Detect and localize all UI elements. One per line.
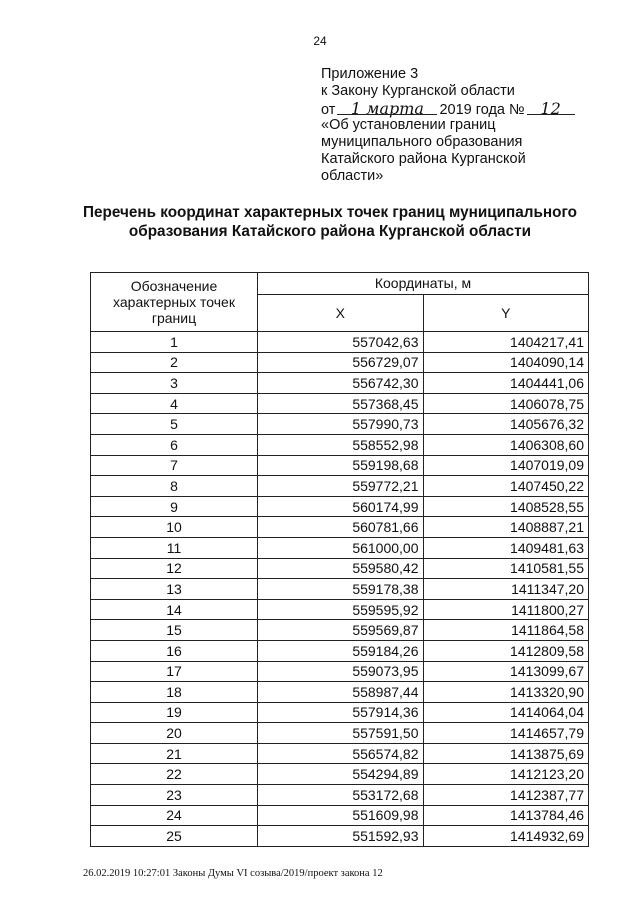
cell-x: 557042,63 [258, 332, 424, 353]
table-row [91, 764, 589, 785]
header-coordinates: Координаты, м [258, 273, 589, 295]
cell-x: 557591,50 [258, 723, 424, 744]
cell-point-number: 19 [91, 702, 258, 723]
table-row [91, 352, 589, 373]
table-row [91, 373, 589, 394]
cell-x: 557914,36 [258, 702, 424, 723]
cell-point-number: 2 [91, 352, 258, 373]
table-row [91, 517, 589, 538]
appendix-date-line [321, 100, 621, 117]
cell-point-number: 9 [91, 496, 258, 517]
cell-x: 559073,95 [258, 661, 424, 682]
cell-y: 1410581,55 [423, 558, 589, 579]
cell-point-number: 17 [91, 661, 258, 682]
table-row [91, 620, 589, 641]
table-row [91, 579, 589, 600]
cell-x: 559580,42 [258, 558, 424, 579]
handwritten-date: 1 марта [339, 100, 435, 117]
appendix-line-7: области» [321, 168, 384, 184]
cell-x: 556729,07 [258, 352, 424, 373]
cell-x: 559595,92 [258, 599, 424, 620]
cell-point-number: 3 [91, 373, 258, 394]
appendix-line-2: к Закону Курганской области [321, 83, 515, 99]
table-row [91, 805, 589, 826]
page-number: 24 [313, 34, 327, 48]
table-row [91, 496, 589, 517]
cell-point-number: 11 [91, 537, 258, 558]
table-row [91, 455, 589, 476]
cell-y: 1414657,79 [423, 723, 589, 744]
table-row [91, 599, 589, 620]
cell-y: 1413784,46 [423, 805, 589, 826]
table-row [91, 743, 589, 764]
cell-x: 557990,73 [258, 414, 424, 435]
cell-y: 1404441,06 [423, 373, 589, 394]
cell-y: 1412809,58 [423, 640, 589, 661]
header-y: Y [423, 294, 589, 331]
table-row [91, 826, 589, 847]
cell-x: 559772,21 [258, 476, 424, 497]
cell-x: 560174,99 [258, 496, 424, 517]
cell-y: 1413875,69 [423, 743, 589, 764]
cell-x: 551609,98 [258, 805, 424, 826]
document-title-line-1: Перечень координат характерных точек границ муниципального [83, 204, 577, 221]
table-row [91, 332, 589, 353]
cell-x: 551592,93 [258, 826, 424, 847]
table-row [91, 393, 589, 414]
appendix-line-1: Приложение 3 [321, 66, 419, 82]
date-suffix: 2019 года № [439, 102, 525, 118]
cell-x: 559198,68 [258, 455, 424, 476]
date-prefix: от [321, 102, 336, 118]
cell-y: 1411864,58 [423, 620, 589, 641]
cell-y: 1408887,21 [423, 517, 589, 538]
cell-x: 559178,38 [258, 579, 424, 600]
cell-point-number: 7 [91, 455, 258, 476]
cell-point-number: 22 [91, 764, 258, 785]
cell-point-number: 25 [91, 826, 258, 847]
cell-x: 556574,82 [258, 743, 424, 764]
cell-y: 1404090,14 [423, 352, 589, 373]
cell-y: 1411800,27 [423, 599, 589, 620]
cell-y: 1407019,09 [423, 455, 589, 476]
cell-point-number: 14 [91, 599, 258, 620]
table-row [91, 476, 589, 497]
document-title-line-2: образования Катайского района Курганской области [128, 223, 532, 240]
header-x: X [258, 294, 424, 331]
cell-point-number: 10 [91, 517, 258, 538]
cell-point-number: 15 [91, 620, 258, 641]
cell-point-number: 1 [91, 332, 258, 353]
cell-x: 561000,00 [258, 537, 424, 558]
cell-x: 558552,98 [258, 434, 424, 455]
cell-x: 560781,66 [258, 517, 424, 538]
cell-x: 556742,30 [258, 373, 424, 394]
cell-y: 1407450,22 [423, 476, 589, 497]
coordinates-table-body [91, 332, 589, 847]
table-row [91, 537, 589, 558]
cell-x: 554294,89 [258, 764, 424, 785]
cell-y: 1409481,63 [423, 537, 589, 558]
cell-x: 557368,45 [258, 393, 424, 414]
cell-point-number: 21 [91, 743, 258, 764]
cell-point-number: 18 [91, 682, 258, 703]
cell-x: 558987,44 [258, 682, 424, 703]
cell-point-number: 12 [91, 558, 258, 579]
appendix-line-6: Катайского района Курганской [321, 151, 526, 167]
cell-x: 559184,26 [258, 640, 424, 661]
table-row [91, 434, 589, 455]
appendix-line-4: «Об установлении границ [321, 117, 496, 133]
coordinates-table [90, 272, 589, 847]
cell-y: 1412387,77 [423, 785, 589, 806]
appendix-header [321, 66, 621, 185]
appendix-line-5: муниципального образования [321, 134, 523, 150]
table-row [91, 702, 589, 723]
cell-point-number: 23 [91, 785, 258, 806]
cell-y: 1413099,67 [423, 661, 589, 682]
cell-y: 1414064,04 [423, 702, 589, 723]
cell-point-number: 5 [91, 414, 258, 435]
table-row [91, 640, 589, 661]
cell-point-number: 8 [91, 476, 258, 497]
cell-y: 1406078,75 [423, 393, 589, 414]
document-title [60, 203, 600, 241]
cell-y: 1404217,41 [423, 332, 589, 353]
handwritten-law-number: 12 [529, 100, 573, 117]
cell-point-number: 16 [91, 640, 258, 661]
cell-y: 1411347,20 [423, 579, 589, 600]
cell-point-number: 24 [91, 805, 258, 826]
cell-x: 559569,87 [258, 620, 424, 641]
table-row [91, 785, 589, 806]
table-row [91, 682, 589, 703]
cell-y: 1414932,69 [423, 826, 589, 847]
cell-y: 1412123,20 [423, 764, 589, 785]
table-row [91, 558, 589, 579]
cell-y: 1405676,32 [423, 414, 589, 435]
table-row [91, 723, 589, 744]
footer-file-path: 26.02.2019 10:27:01 Законы Думы VI созыва/2019/проект закона 12 [83, 868, 383, 879]
header-point-label: Обозначение характерных точек границ [91, 273, 258, 332]
cell-x: 553172,68 [258, 785, 424, 806]
cell-point-number: 6 [91, 434, 258, 455]
cell-point-number: 13 [91, 579, 258, 600]
table-row [91, 414, 589, 435]
cell-y: 1413320,90 [423, 682, 589, 703]
cell-point-number: 20 [91, 723, 258, 744]
cell-point-number: 4 [91, 393, 258, 414]
table-row [91, 661, 589, 682]
cell-y: 1406308,60 [423, 434, 589, 455]
cell-y: 1408528,55 [423, 496, 589, 517]
